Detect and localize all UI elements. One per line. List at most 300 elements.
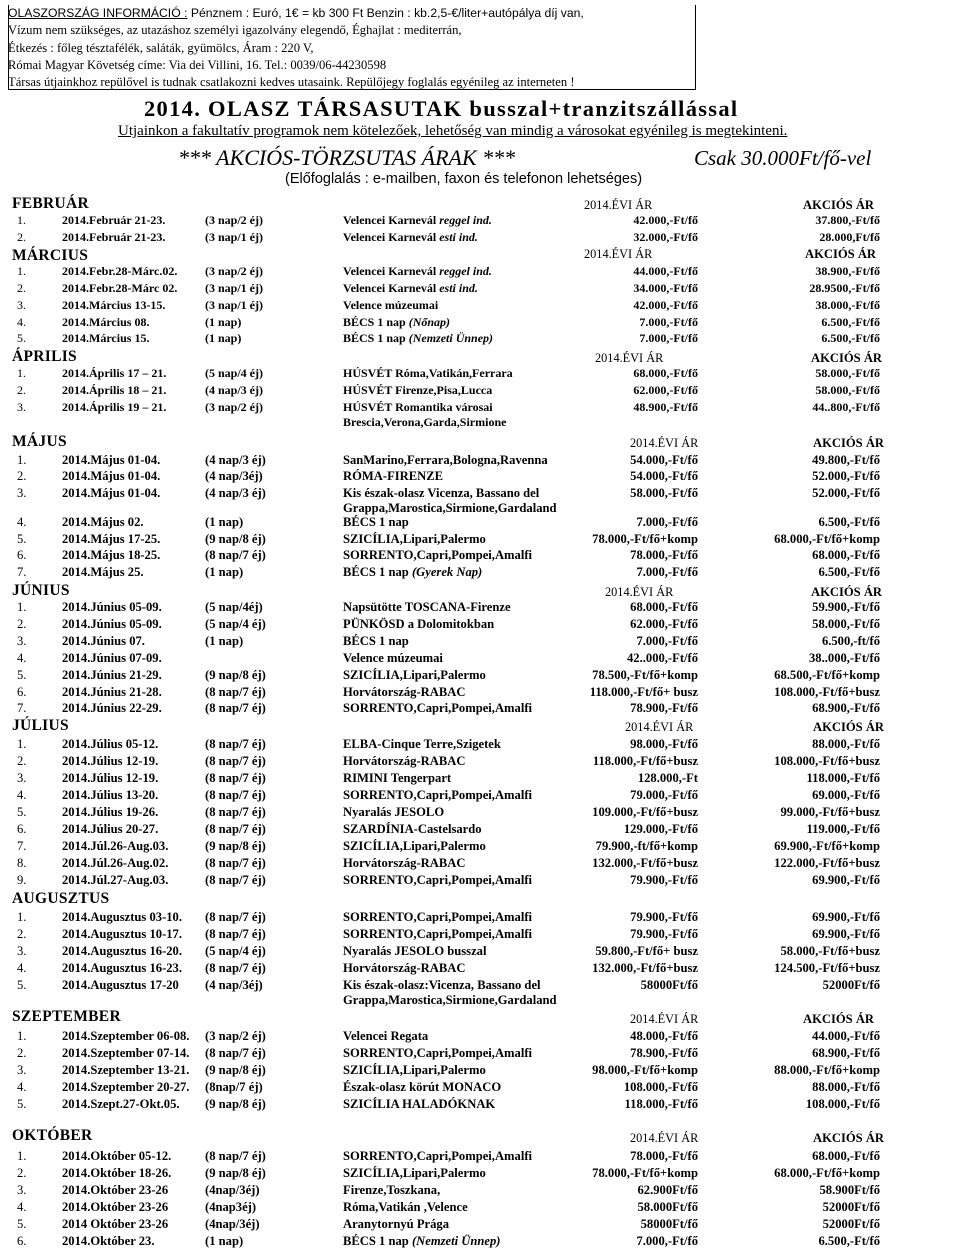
regular-price: 34.000,-Ft/fő: [633, 281, 698, 295]
regular-price: 79.900,-Ft/fő: [630, 927, 698, 941]
row-number: 5.: [17, 978, 27, 992]
program-note: reggel ind.: [439, 213, 492, 227]
row-number: 1.: [17, 910, 27, 924]
row-number: 5.: [17, 532, 27, 546]
row-number: 2.: [17, 754, 27, 768]
regular-price: 78.500,-Ft/fő+komp: [592, 668, 698, 682]
program-name: Horvátország-RABAC: [343, 961, 466, 975]
row-number: 4.: [17, 1200, 27, 1214]
program-name: SORRENTO,Capri,Pompei,Amalfi: [343, 548, 533, 562]
trip-date: 2014.Július 05-12.: [62, 737, 159, 751]
row-number: 5.: [17, 668, 27, 682]
trip-date: 2014.Július 13-20.: [62, 788, 159, 802]
program-name: RIMINI Tengerpart: [343, 771, 452, 785]
info-line-3: Étkezés : főleg tésztafélék, saláták, gyümölcs, Áram : 220 V,: [8, 40, 314, 55]
regular-price: 7.000,-Ft/fő: [636, 634, 698, 648]
row-number: 3.: [17, 944, 27, 958]
trip-program: [343, 565, 482, 580]
akcios-heading: *** AKCIÓS-TÖRZSUTAS ÁRAK ***: [178, 145, 516, 170]
trip-duration: (1 nap): [205, 565, 244, 579]
trip-date: 2014.Október 05-12.: [62, 1149, 172, 1163]
trip-duration: (9 nap/8 éj): [205, 1166, 266, 1180]
discount-price: 68.000,-Ft/fő+komp: [774, 1166, 880, 1180]
trip-date: 2014.Június 21-28.: [62, 685, 162, 699]
program-name: SZICÍLIA,Lipari,Palermo: [343, 532, 486, 546]
regular-price: 79.900,-ft/fő+komp: [595, 839, 698, 853]
trip-date: 2014.Augusztus 16-20.: [62, 944, 183, 958]
program-note: (Nemzeti Ünnep): [411, 1234, 501, 1248]
trip-date: 2014.Szeptember 13-21.: [62, 1063, 190, 1077]
row-number: 1.: [17, 737, 27, 751]
discount-price-header: AKCIÓS ÁR: [803, 198, 875, 212]
trip-date: 2014.Október 18-26.: [62, 1166, 172, 1180]
program-name: Róma,Vatikán ,Velence: [343, 1200, 468, 1214]
trip-date: 2014.Szeptember 06-08.: [62, 1029, 190, 1043]
discount-price: 108.000,-Ft/fő+busz: [774, 685, 880, 699]
discount-price: 52000Ft/fő: [822, 978, 880, 992]
discount-price: 69.000,-Ft/fő: [812, 788, 880, 802]
program-name: PÜNKÖSD a Dolomitokban: [343, 617, 495, 631]
row-number: 6.: [17, 1234, 27, 1248]
discount-price: 38.000,-Ft/fő: [815, 298, 880, 312]
discount-price: 58.900Ft/fő: [819, 1183, 880, 1197]
program-name: SORRENTO,Capri,Pompei,Amalfi: [343, 910, 533, 924]
row-number: 7.: [17, 839, 27, 853]
trip-date: 2014.Április 17 – 21.: [62, 366, 167, 380]
program-note: esti ind.: [439, 230, 478, 244]
regular-price: 108.000,-Ft/fő: [623, 1080, 698, 1094]
regular-price: 109.000,-Ft/fő+busz: [592, 805, 698, 819]
row-number: 3.: [17, 1063, 27, 1077]
row-number: 2.: [17, 281, 26, 295]
discount-price: 28.000,Ft/fő: [819, 230, 880, 244]
page-title: 2014. OLASZ TÁRSASUTAK busszal+tranzitszállással: [144, 96, 739, 121]
row-number: 1.: [17, 453, 27, 467]
page-subtitle: Utjainkon a fakultatív programok nem kötelezőek, lehetőség van mindig a városokat egyénileg is megtekinteni.: [118, 123, 788, 139]
trip-date: 2014.Szeptember 20-27.: [62, 1080, 190, 1094]
regular-price: 54.000,-Ft/fő: [630, 453, 698, 467]
row-number: 1.: [17, 1149, 27, 1163]
discount-price: 88.000,-Ft/fő+komp: [774, 1063, 880, 1077]
row-number: 2.: [17, 1046, 27, 1060]
program-name: SORRENTO,Capri,Pompei,Amalfi: [343, 873, 533, 887]
trip-duration: (8 nap/7 éj): [205, 685, 266, 699]
trip-duration: (4nap3éj): [205, 1200, 257, 1214]
trip-duration: (3 nap/1 éj): [205, 281, 263, 295]
trip-date: 2014.Október 23.: [62, 1234, 155, 1248]
trip-duration: (4nap/3éj): [205, 1217, 260, 1231]
discount-price: 6.500,-ft/fő: [821, 634, 880, 648]
regular-price: 78.000,-Ft/fő: [630, 1149, 698, 1163]
trip-duration: (8 nap/7 éj): [205, 927, 266, 941]
discount-price: 124.500,-Ft/fő+busz: [774, 961, 880, 975]
trip-duration: (1 nap): [205, 315, 242, 329]
discount-price: 58.000,-Ft/fő: [812, 617, 880, 631]
trip-date: 2014.Augusztus 10-17.: [62, 927, 183, 941]
row-number: 5.: [17, 331, 26, 345]
trip-duration: (8 nap/7 éj): [205, 961, 266, 975]
program-name: Aranytornyú Prága: [343, 1217, 449, 1231]
program-name: SORRENTO,Capri,Pompei,Amalfi: [343, 1149, 533, 1163]
regular-price: 62.000,-Ft/fő: [633, 383, 698, 397]
trip-date: 2014.Szept.27-Okt.05.: [62, 1097, 180, 1111]
trip-date: 2014.Júl.27-Aug.03.: [62, 873, 169, 887]
program-name: SORRENTO,Capri,Pompei,Amalfi: [343, 788, 533, 802]
trip-program: [343, 822, 482, 837]
regular-price: 132.000,-Ft/fő+busz: [592, 856, 698, 870]
regular-price: 58000Ft/fő: [640, 978, 698, 992]
row-number: 1.: [17, 600, 27, 614]
discount-price: 6.500,-Ft/fő: [818, 1234, 880, 1248]
row-number: 4.: [17, 1080, 27, 1094]
discount-price: 38..000,-Ft/fő: [809, 651, 880, 665]
trip-date: 2014.Június 07.: [62, 634, 145, 648]
program-name: Nyaralás JESOLO: [343, 805, 445, 819]
trip-duration: (5 nap/4 éj): [205, 617, 266, 631]
trip-duration: (8 nap/7 éj): [205, 701, 266, 715]
regular-price: 48.900,-Ft/fő: [633, 400, 698, 414]
trip-date: 2014.Április 19 – 21.: [62, 400, 167, 414]
regular-price: 78.900,-Ft/fő: [630, 1046, 698, 1060]
regular-price: 32.000,-Ft/fő: [633, 230, 698, 244]
discount-price: 68.500,-Ft/fő+komp: [774, 668, 880, 682]
month-heading: OKTÓBER: [12, 1127, 93, 1144]
trip-duration: (4 nap/3 éj): [205, 453, 266, 467]
discount-price: 69.900,-Ft/fő: [812, 927, 880, 941]
info-line-1: [8, 5, 688, 22]
row-number: 2.: [17, 383, 26, 397]
trip-program: [343, 805, 444, 820]
trip-date: 2014.Július 12-19.: [62, 754, 159, 768]
discount-price: 6.500,-Ft/fő: [818, 515, 880, 529]
trip-duration: (1 nap): [205, 1234, 244, 1248]
program-name-continued: Grappa,Marostica,Sirmione,Gardaland: [343, 501, 557, 515]
program-name: Velence múzeumai: [343, 298, 439, 312]
trip-program: [343, 281, 478, 296]
trip-program: [343, 651, 443, 666]
regular-price: 78.000,-Ft/fő: [630, 548, 698, 562]
regular-price-header: 2014.ÉVI ÁR: [630, 1012, 699, 1026]
program-name: BÉCS 1 nap: [343, 315, 406, 329]
program-name: Velencei Karnevál: [343, 281, 437, 295]
trip-duration: (8 nap/7 éj): [205, 737, 266, 751]
discount-price: 68.900,-Ft/fő: [812, 701, 880, 715]
trip-duration: (9 nap/8 éj): [205, 1063, 266, 1077]
trip-duration: (5 nap/4 éj): [205, 944, 266, 958]
row-number: 8.: [17, 856, 27, 870]
trip-date: 2014.Május 02.: [62, 515, 144, 529]
trip-date: 2014.Június 07-09.: [62, 651, 162, 665]
program-name: SZICÍLIA,Lipari,Palermo: [343, 839, 486, 853]
month-heading: MÁJUS: [12, 433, 67, 450]
discount-price: 6.500,-Ft/fő: [821, 331, 880, 345]
trip-date: 2014.Július 12-19.: [62, 771, 159, 785]
regular-price: 59.800,-Ft/fő+ busz: [595, 944, 698, 958]
discount-price: 52.000,-Ft/fő: [812, 469, 880, 483]
regular-price: 118.000,-Ft/fő+busz: [592, 754, 698, 768]
trip-program: [343, 298, 438, 313]
trip-duration: (9 nap/8 éj): [205, 532, 266, 546]
row-number: 2.: [17, 1166, 27, 1180]
trip-duration: (3 nap/2 éj): [205, 213, 263, 227]
trip-program: [343, 515, 409, 530]
discount-price: 68.000,-Ft/fő+komp: [774, 532, 880, 546]
row-number: 3.: [17, 400, 26, 414]
row-number: 2.: [17, 927, 27, 941]
program-name: SZICÍLIA,Lipari,Palermo: [343, 1166, 486, 1180]
month-heading: JÚNIUS: [12, 582, 70, 599]
discount-price-header: AKCIÓS ÁR: [805, 247, 877, 261]
regular-price: 78.000,-Ft/fő+komp: [592, 1166, 698, 1180]
regular-price: 78.900,-Ft/fő: [630, 701, 698, 715]
trip-duration: (8 nap/7 éj): [205, 910, 266, 924]
month-heading: MÁRCIUS: [12, 247, 89, 264]
regular-price-header: 2014.ÉVI ÁR: [630, 1131, 699, 1145]
info-currency: Pénznem : Euró, 1€ = kb 300 Ft Benzin : kb.2,5-€/liter+autópálya díj van,: [187, 6, 584, 20]
program-name: BÉCS 1 nap: [343, 634, 409, 648]
discount-price: 68.900,-Ft/fő: [812, 1046, 880, 1060]
regular-price: 58000Ft/fő: [640, 1217, 698, 1231]
row-number: 2.: [17, 469, 27, 483]
trip-duration: (8 nap/7 éj): [205, 754, 266, 768]
row-number: 5.: [17, 805, 27, 819]
regular-price-header: 2014.ÉVI ÁR: [625, 720, 694, 734]
month-heading: JÚLIUS: [12, 717, 69, 734]
program-name: Kis észak-olasz Vicenza, Bassano del: [343, 486, 540, 500]
regular-price: 7.000,-Ft/fő: [639, 315, 698, 329]
discount-price-header: AKCIÓS ÁR: [813, 1131, 885, 1145]
regular-price-header: 2014.ÉVI ÁR: [584, 198, 653, 212]
row-number: 1.: [17, 1029, 27, 1043]
trip-date: 2014.Febr.28-Márc 02.: [62, 281, 178, 295]
program-name: SORRENTO,Capri,Pompei,Amalfi: [343, 927, 533, 941]
trip-date: 2014.Március 15.: [62, 331, 150, 345]
program-name: SZICÍLIA,Lipari,Palermo: [343, 1063, 486, 1077]
trip-date: 2014.Május 01-04.: [62, 453, 161, 467]
row-number: 4.: [17, 961, 27, 975]
discount-price: 58.000,-Ft/fő+busz: [780, 944, 880, 958]
trip-duration: (8 nap/7 éj): [205, 822, 266, 836]
regular-price: 79.000,-Ft/fő: [630, 788, 698, 802]
trip-duration: (8 nap/7 éj): [205, 856, 266, 870]
trip-date: 2014.Október 23-26: [62, 1200, 169, 1214]
program-name: Velencei Karnevál: [343, 213, 437, 227]
discount-price: 6.500,-Ft/fő: [821, 315, 880, 329]
regular-price: 68.000,-Ft/fő: [633, 366, 698, 380]
trip-duration: (8 nap/7 éj): [205, 1149, 266, 1163]
discount-price-header: AKCIÓS ÁR: [811, 585, 883, 599]
row-number: 1.: [17, 366, 26, 380]
trip-date: 2014.Május 25.: [62, 565, 144, 579]
trip-date: 2014.Júl.26-Aug.02.: [62, 856, 169, 870]
trip-date: 2014.Febr.28-Márc.02.: [62, 264, 178, 278]
program-name: Velence múzeumai: [343, 651, 443, 665]
row-number: 4.: [17, 651, 27, 665]
trip-duration: (4 nap/3éj): [205, 978, 263, 992]
trip-date: 2014.Október 23-26: [62, 1183, 169, 1197]
regular-price: 7.000,-Ft/fő: [639, 331, 698, 345]
row-number: 6.: [17, 548, 27, 562]
program-name: SZICÍLIA,Lipari,Palermo: [343, 668, 486, 682]
discount-price: 69.900,-Ft/fő+komp: [774, 839, 880, 853]
month-heading: ÁPRILIS: [12, 348, 77, 365]
program-name: BÉCS 1 nap: [343, 565, 409, 579]
trip-duration: (8nap/7 éj): [205, 1080, 263, 1094]
trip-program: [343, 754, 465, 769]
program-name: Horvátország-RABAC: [343, 685, 466, 699]
row-number: 9.: [17, 873, 27, 887]
program-name: Észak-olasz körút MONACO: [343, 1080, 502, 1094]
row-number: 7.: [17, 565, 27, 579]
regular-price-header: 2014.ÉVI ÁR: [605, 585, 674, 599]
program-note: reggel ind.: [439, 264, 492, 278]
trip-duration: (8 nap/7 éj): [205, 873, 266, 887]
regular-price: 79.900,-Ft/fő: [630, 910, 698, 924]
regular-price: 132.000,-Ft/fő+busz: [592, 961, 698, 975]
regular-price-header: 2014.ÉVI ÁR: [595, 351, 664, 365]
program-name: Velencei Karnevál: [343, 230, 437, 244]
discount-price: 122.000,-Ft/fő+busz: [774, 856, 880, 870]
discount-price: 99.000,-Ft/fő+busz: [780, 805, 880, 819]
program-name: Velencei Karnevál: [343, 264, 437, 278]
trip-program: [343, 1029, 428, 1044]
trip-duration: (5 nap/4 éj): [205, 366, 263, 380]
trip-duration: (9 nap/8 éj): [205, 668, 266, 682]
trip-date: 2014.Május 01-04.: [62, 469, 161, 483]
program-name: SORRENTO,Capri,Pompei,Amalfi: [343, 701, 533, 715]
program-name: SanMarino,Ferrara,Bologna,Ravenna: [343, 453, 548, 467]
row-number: 2.: [17, 230, 26, 244]
trip-program: [343, 685, 465, 700]
program-name: Horvátország-RABAC: [343, 856, 466, 870]
discount-price: 49.800,-Ft/fő: [812, 453, 880, 467]
trip-program: [343, 315, 450, 330]
discount-price: 118.000,-Ft/fő: [806, 771, 880, 785]
trip-duration: (9 nap/8 éj): [205, 839, 266, 853]
program-name: HÚSVÉT Róma,Vatikán,Ferrara: [343, 366, 513, 380]
trip-date: 2014.Július 19-26.: [62, 805, 159, 819]
regular-price: 7.000,-Ft/fő: [636, 1234, 698, 1248]
trip-date: 2014.Augusztus 17-20: [62, 978, 179, 992]
row-number: 1.: [17, 213, 26, 227]
program-name: SZARDÍNIA-Castelsardo: [343, 822, 482, 836]
regular-price: 7.000,-Ft/fő: [636, 515, 698, 529]
program-name: Napsütötte TOSCANA-Firenze: [343, 600, 511, 614]
regular-price: 129.000,-Ft/fő: [623, 822, 698, 836]
discount-price: 58.000,-Ft/fő: [815, 383, 880, 397]
month-heading: FEBRUÁR: [12, 195, 90, 212]
trip-duration: (3 nap/2 éj): [205, 400, 263, 414]
regular-price: 62.000,-Ft/fő: [630, 617, 698, 631]
discount-price: 58.000,-Ft/fő: [815, 366, 880, 380]
regular-price-header: 2014.ÉVI ÁR: [584, 247, 653, 261]
trip-duration: (3 nap/2 éj): [205, 1029, 266, 1043]
regular-price: 44.000,-Ft/fő: [633, 264, 698, 278]
discount-price-header: AKCIÓS ÁR: [813, 436, 885, 450]
booking-note: (Előfoglalás : e-mailben, faxon és telefonon lehetséges): [285, 171, 643, 187]
trip-duration: (9 nap/8 éj): [205, 1097, 266, 1111]
info-line-5: Társas útjainkhoz repülővel is tudnak csatlakozni kedves utasaink. Repülőjegy foglalás egyénileg az interneten !: [8, 75, 575, 90]
trip-duration: (4 nap/3 éj): [205, 486, 266, 500]
regular-price-header: 2014.ÉVI ÁR: [630, 436, 699, 450]
program-note: esti ind.: [439, 281, 478, 295]
regular-price: 62.900Ft/fő: [637, 1183, 698, 1197]
program-name: SORRENTO,Capri,Pompei,Amalfi: [343, 1046, 533, 1060]
program-name: RÓMA-FIRENZE: [343, 469, 444, 483]
row-number: 4.: [17, 315, 26, 329]
discount-price: 108.000,-Ft/fő: [805, 1097, 880, 1111]
regular-price: 68.000,-Ft/fő: [630, 600, 698, 614]
discount-price-header: AKCIÓS ÁR: [803, 1012, 875, 1026]
regular-price: 128.000,-Ft: [637, 771, 698, 785]
program-name: BÉCS 1 nap: [343, 1234, 409, 1248]
program-name: HÚSVÉT Romantika városai: [343, 400, 493, 414]
deposit-note: Csak 30.000Ft/fő-vel: [694, 146, 872, 170]
trip-duration: (8 nap/7 éj): [205, 805, 266, 819]
trip-duration: (3 nap/2 éj): [205, 264, 263, 278]
trip-program: [343, 856, 465, 871]
trip-program: [343, 230, 478, 245]
regular-price: 54.000,-Ft/fő: [630, 469, 698, 483]
discount-price: 69.900,-Ft/fő: [812, 910, 880, 924]
trip-date: 2014.Augusztus 03-10.: [62, 910, 183, 924]
regular-price: 42.000,-Ft/fő: [633, 298, 698, 312]
row-number: 6.: [17, 685, 27, 699]
program-name: BÉCS 1 nap: [343, 515, 409, 529]
discount-price: 52000Ft/fő: [822, 1217, 880, 1231]
program-name-continued: Grappa,Marostica,Sirmione,Gardaland: [343, 993, 557, 1007]
row-number: 3.: [17, 298, 26, 312]
trip-duration: (5 nap/4éj): [205, 600, 263, 614]
trip-duration: (8 nap/7 éj): [205, 788, 266, 802]
discount-price-header: AKCIÓS ÁR: [811, 351, 883, 365]
trip-duration: (3 nap/1 éj): [205, 298, 263, 312]
row-number: 2.: [17, 617, 27, 631]
program-note: (Nemzeti Ünnep): [408, 331, 494, 345]
month-heading: SZEPTEMBER: [12, 1008, 121, 1025]
trip-duration: (1 nap): [205, 331, 242, 345]
program-name: HÚSVÉT Firenze,Pisa,Lucca: [343, 383, 493, 397]
trip-duration: (1 nap): [205, 634, 244, 648]
discount-price: 44..800,-Ft/fő: [812, 400, 880, 414]
discount-price: 37.800,-Ft/fő: [815, 213, 880, 227]
program-name: Nyaralás JESOLO busszal: [343, 944, 487, 958]
discount-price: 52.000,-Ft/fő: [812, 486, 880, 500]
row-number: 7.: [17, 701, 27, 715]
regular-price: 98.000,-Ft/fő: [630, 737, 698, 751]
trip-duration: (3 nap/1 éj): [205, 230, 263, 244]
trip-date: 2014.Április 18 – 21.: [62, 383, 167, 397]
regular-price: 42..000,-Ft/fő: [627, 651, 698, 665]
discount-price: 52000Ft/fő: [822, 1200, 880, 1214]
row-number: 4.: [17, 788, 27, 802]
trip-program: [343, 1217, 449, 1232]
discount-price: 68.000,-Ft/fő: [812, 1149, 880, 1163]
regular-price: 48.000,-Ft/fő: [630, 1029, 698, 1043]
program-name: ELBA-Cinque Terre,Szigetek: [343, 737, 501, 751]
trip-date: 2014.Június 22-29.: [62, 701, 162, 715]
trip-date: 2014.Február 21-23.: [62, 213, 166, 227]
discount-price: 59.900,-Ft/fő: [812, 600, 880, 614]
trip-duration: (4nap/3éj): [205, 1183, 260, 1197]
trip-date: 2014.Március 13-15.: [62, 298, 166, 312]
program-name: Horvátország-RABAC: [343, 754, 466, 768]
row-number: 3.: [17, 486, 27, 500]
discount-price: 38.900,-Ft/fő: [815, 264, 880, 278]
info-line-4: Római Magyar Követség címe: Via dei Villini, 16. Tel.: 0039/06-44230598: [8, 57, 387, 72]
regular-price: 58.000,-Ft/fő: [630, 486, 698, 500]
program-name: Firenze,Toszkana,: [343, 1183, 441, 1197]
